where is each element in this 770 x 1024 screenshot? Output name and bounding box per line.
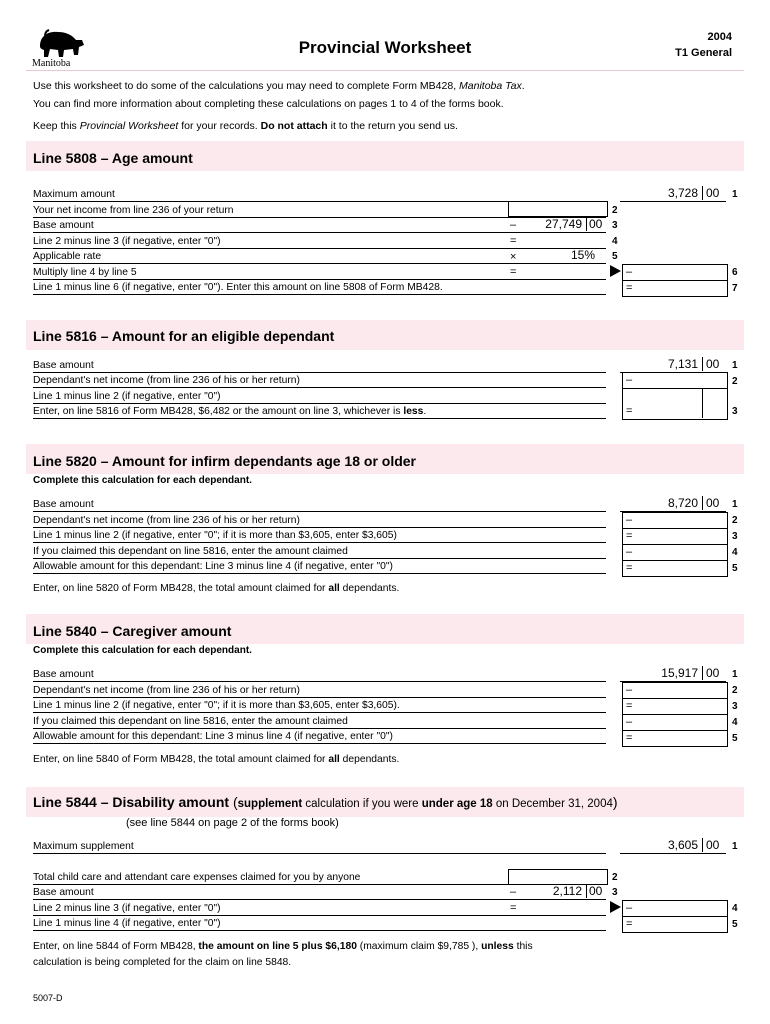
intro-text: for your records. xyxy=(178,120,261,132)
title-text: ( xyxy=(229,794,238,810)
row-5820-1: Base amount xyxy=(33,499,94,510)
row-5840-3: Line 1 minus line 2 (if negative, enter "0"; if it is more than $3,605, enter $3,605). xyxy=(33,700,400,711)
line-number: 2 xyxy=(612,872,618,883)
row-text-bold: less xyxy=(403,406,424,417)
minus-sign: – xyxy=(626,514,633,526)
row-5808-3: Base amount xyxy=(33,220,94,231)
line-number: 5 xyxy=(612,251,618,262)
cents-5840-base: 00 xyxy=(706,666,720,680)
rule xyxy=(33,403,606,404)
cents-separator xyxy=(702,186,703,200)
input-5816-2[interactable] xyxy=(622,372,728,389)
equals-sign: = xyxy=(626,562,633,574)
cents-5808-max: 00 xyxy=(706,186,720,200)
cents-separator xyxy=(586,884,587,898)
line-number: 3 xyxy=(732,531,738,542)
cents-separator xyxy=(702,666,703,680)
row-text: . xyxy=(423,406,427,417)
row-5840-2: Dependant's net income (from line 236 of his or her return) xyxy=(33,685,300,696)
line-number: 3 xyxy=(732,406,738,417)
rule xyxy=(33,915,606,916)
intro-text-italic: Manitoba Tax xyxy=(459,80,522,92)
row-5844-2: Total child care and attendant care expenses claimed for you by anyone xyxy=(33,872,361,883)
note-text-bold: unless xyxy=(481,941,514,952)
intro-text-italic: Provincial Worksheet xyxy=(79,120,179,132)
minus-sign: – xyxy=(626,374,633,386)
rule xyxy=(33,279,606,280)
minus-sign: – xyxy=(510,219,517,231)
line-number: 5 xyxy=(732,919,738,930)
row-5816-4 xyxy=(33,404,426,419)
equals-sign: = xyxy=(626,700,633,712)
cents-separator xyxy=(702,838,703,852)
note-text-bold: all xyxy=(328,754,340,765)
input-5808-6[interactable] xyxy=(622,264,728,281)
result-5816-3[interactable] xyxy=(622,388,728,420)
result-5820-5[interactable] xyxy=(622,560,728,577)
note-5820 xyxy=(33,583,399,594)
row-5844-3: Base amount xyxy=(33,887,94,898)
section-title-5816: Line 5816 – Amount for an eligible dependant xyxy=(33,328,335,344)
title-text: ) xyxy=(612,794,618,810)
cents-separator xyxy=(702,388,703,418)
minus-sign: – xyxy=(626,716,633,728)
line-number: 1 xyxy=(732,360,738,371)
intro-text: Use this worksheet to do some of the calculations you may need to complete Form MB428, xyxy=(33,80,460,92)
note-text: Enter, on line 5840 of Form MB428, the total amount claimed for xyxy=(33,754,329,765)
intro-line-1 xyxy=(33,80,525,92)
title-text: on December 31, 2004 xyxy=(492,798,613,810)
page-title: Provincial Worksheet xyxy=(298,38,472,57)
result-5844-5[interactable] xyxy=(622,916,728,933)
equals-sign: = xyxy=(626,282,633,294)
equals-sign: = xyxy=(626,732,633,744)
note-text: this xyxy=(513,941,533,952)
rule xyxy=(620,853,726,854)
year: 2004 xyxy=(707,31,732,43)
title-text-bold: Line 5844 – Disability amount xyxy=(33,794,230,810)
rule xyxy=(33,558,606,559)
line-number: 2 xyxy=(732,376,738,387)
times-sign: × xyxy=(510,251,517,263)
note-5844-line-2: calculation is being completed for the claim on line 5848. xyxy=(33,957,292,968)
note-5844-line-1 xyxy=(33,941,533,952)
rule xyxy=(33,853,606,854)
equals-sign: = xyxy=(510,266,517,278)
rule xyxy=(33,697,606,698)
minus-sign: – xyxy=(626,902,633,914)
row-5820-2: Dependant's net income (from line 236 of his or her return) xyxy=(33,515,300,526)
section-subtitle-5840: Complete this calculation for each dependant. xyxy=(33,645,252,656)
section-title-5840: Line 5840 – Caregiver amount xyxy=(33,623,232,639)
cents-5820-base: 00 xyxy=(706,496,720,510)
arrow-right-icon xyxy=(610,265,621,277)
rule xyxy=(33,387,606,388)
line-number: 5 xyxy=(732,563,738,574)
line-number: 7 xyxy=(732,283,738,294)
input-5844-2[interactable] xyxy=(508,869,608,885)
intro-text: . xyxy=(521,80,525,92)
line-number: 5 xyxy=(732,733,738,744)
row-5820-5: Allowable amount for this dependant: Line 3 minus line 4 (if negative, enter "0") xyxy=(33,561,393,572)
rule xyxy=(33,294,606,295)
result-5840-3[interactable] xyxy=(622,698,728,715)
rule xyxy=(33,899,606,900)
line-number: 4 xyxy=(612,236,618,247)
rule xyxy=(33,681,606,682)
row-5820-4: If you claimed this dependant on line 5816, enter the amount claimed xyxy=(33,546,348,557)
row-5808-6: Multiply line 4 by line 5 xyxy=(33,267,137,278)
row-5816-1: Base amount xyxy=(33,360,94,371)
equals-sign: = xyxy=(510,902,517,914)
result-5808-7[interactable] xyxy=(622,280,728,297)
row-5808-1: Maximum amount xyxy=(33,189,115,200)
title-text-bold: supplement xyxy=(237,798,303,810)
rule xyxy=(33,372,606,373)
input-5820-2[interactable] xyxy=(622,512,728,529)
row-5808-5: Applicable rate xyxy=(33,251,102,262)
row-5816-2: Dependant's net income (from line 236 of his or her return) xyxy=(33,375,300,386)
row-5840-4: If you claimed this dependant on line 5816, enter the amount claimed xyxy=(33,716,348,727)
note-text: Enter, on line 5844 of Form MB428, xyxy=(33,941,199,952)
rule xyxy=(33,728,606,729)
amount-5840-base: 15,917 xyxy=(661,666,698,680)
line-number: 4 xyxy=(732,903,738,914)
intro-text: Keep this xyxy=(33,120,80,132)
rule xyxy=(33,263,606,264)
amount-5808-base: 27,749 xyxy=(545,217,582,231)
rule xyxy=(33,743,606,744)
cents-5844-base: 00 xyxy=(589,884,603,898)
row-5844-4: Line 2 minus line 3 (if negative, enter "0") xyxy=(33,903,221,914)
row-5840-1: Base amount xyxy=(33,669,94,680)
line-number: 1 xyxy=(732,189,738,200)
arrow-right-icon xyxy=(610,901,621,913)
rule xyxy=(33,418,606,419)
note-text: dependants. xyxy=(339,583,400,594)
section-title-5844 xyxy=(33,794,618,810)
row-5816-3: Line 1 minus line 2 (if negative, enter "0") xyxy=(33,391,221,402)
amount-5844-max: 3,605 xyxy=(667,838,698,852)
rule xyxy=(33,542,606,543)
row-text: Enter, on line 5816 of Form MB428, $6,482 or the amount on line 3, whichever is xyxy=(33,406,404,417)
result-5840-5[interactable] xyxy=(622,730,728,747)
line-number: 1 xyxy=(732,841,738,852)
row-5808-2: Your net income from line 236 of your return xyxy=(33,205,234,216)
rule xyxy=(33,511,606,512)
amount-5844-base: 2,112 xyxy=(552,884,582,898)
equals-sign: = xyxy=(510,235,517,247)
intro-line-2: You can find more information about completing these calculations on pages 1 to 4 of the forms book. xyxy=(33,98,504,110)
line-number: 6 xyxy=(732,267,738,278)
note-text: Enter, on line 5820 of Form MB428, the total amount claimed for xyxy=(33,583,329,594)
line-number: 2 xyxy=(732,515,738,526)
title-text-bold: under age 18 xyxy=(421,798,493,810)
amount-5808-max: 3,728 xyxy=(667,186,698,200)
minus-sign: – xyxy=(626,684,633,696)
note-text: dependants. xyxy=(339,754,400,765)
intro-text: it to the return you send us. xyxy=(327,120,458,132)
cents-5816-base: 00 xyxy=(706,357,720,371)
line-number: 2 xyxy=(612,205,618,216)
note-text-bold: all xyxy=(328,583,340,594)
header-rule xyxy=(26,70,744,71)
rule xyxy=(33,930,606,931)
minus-sign: – xyxy=(626,546,633,558)
input-5840-4[interactable] xyxy=(622,714,728,731)
rule xyxy=(33,527,606,528)
intro-line-3 xyxy=(33,120,458,132)
equals-sign: = xyxy=(626,918,633,930)
line-number: 2 xyxy=(732,685,738,696)
minus-sign: – xyxy=(510,886,517,898)
note-text-bold: the amount on line 5 plus $6,180 xyxy=(198,941,357,952)
input-5808-2[interactable] xyxy=(508,201,608,217)
equals-sign: = xyxy=(626,530,633,542)
row-5840-5: Allowable amount for this dependant: Line 3 minus line 4 (if negative, enter "0") xyxy=(33,731,393,742)
line-number: 4 xyxy=(732,547,738,558)
rule xyxy=(33,712,606,713)
cents-separator xyxy=(586,217,587,231)
section-subtitle-5820: Complete this calculation for each dependant. xyxy=(33,475,252,486)
line-number: 3 xyxy=(732,701,738,712)
row-5808-7: Line 1 minus line 6 (if negative, enter "0"). Enter this amount on line 5808 of Form MB428. xyxy=(33,282,443,293)
row-5808-4: Line 2 minus line 3 (if negative, enter "0") xyxy=(33,236,221,247)
form-name: T1 General xyxy=(675,47,732,59)
amount-5820-base: 8,720 xyxy=(667,496,698,510)
line-number: 1 xyxy=(732,669,738,680)
line-number: 1 xyxy=(732,499,738,510)
line-number: 4 xyxy=(732,717,738,728)
line-number: 3 xyxy=(612,220,618,231)
note-text: (maximum claim $9,785 ), xyxy=(356,941,482,952)
section-title-5820: Line 5820 – Amount for infirm dependants age 18 or older xyxy=(33,453,417,469)
input-5840-2[interactable] xyxy=(622,682,728,699)
row-5844-5: Line 1 minus line 4 (if negative, enter "0") xyxy=(33,918,221,929)
cents-5808-base: 00 xyxy=(589,217,603,231)
form-code: 5007-D xyxy=(33,993,63,1003)
cents-separator xyxy=(702,357,703,371)
logo-text: Manitoba xyxy=(32,58,71,69)
section-subtitle-5844: (see line 5844 on page 2 of the forms book) xyxy=(126,817,339,829)
row-5844-1: Maximum supplement xyxy=(33,841,134,852)
minus-sign: – xyxy=(626,266,633,278)
section-title-5808: Line 5808 – Age amount xyxy=(33,150,193,166)
rule xyxy=(620,201,726,202)
cents-separator xyxy=(702,496,703,510)
rule xyxy=(33,573,606,574)
rule xyxy=(33,232,606,233)
cents-5844-max: 00 xyxy=(706,838,720,852)
line-number: 3 xyxy=(612,887,618,898)
input-5820-4[interactable] xyxy=(622,544,728,561)
title-text: calculation if you were xyxy=(302,798,422,810)
rate-5808: 15% xyxy=(570,248,595,262)
row-5820-3: Line 1 minus line 2 (if negative, enter "0"; if it is more than $3,605, enter $3,605) xyxy=(33,530,397,541)
input-5844-4[interactable] xyxy=(622,900,728,917)
amount-5816-base: 7,131 xyxy=(667,357,698,371)
equals-sign: = xyxy=(626,405,633,417)
note-5840 xyxy=(33,754,399,765)
result-5820-3[interactable] xyxy=(622,528,728,545)
intro-text-bold: Do not attach xyxy=(260,120,328,132)
